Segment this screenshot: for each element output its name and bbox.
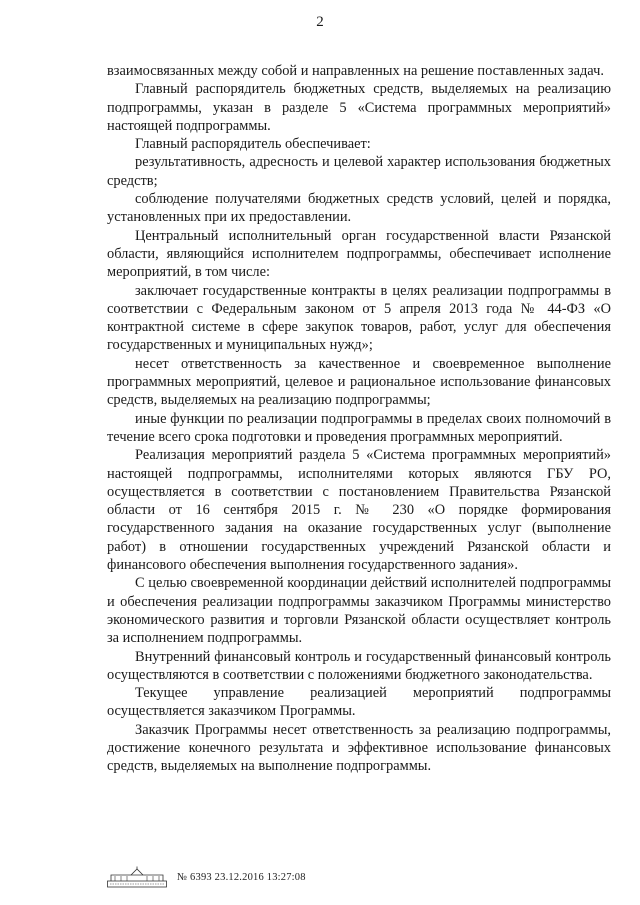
- paragraph: Главный распорядитель обеспечивает:: [135, 136, 371, 153]
- paragraph: Главный распорядитель бюджетных средств, выделяемых на реализацию подпрограммы, указан в разделе 5 «Система программных мероприятий» настоящей подпрограммы.: [107, 81, 611, 134]
- paragraph: С целью своевременной координации действий исполнителей подпрограммы и обеспечения реализации подпрограммы заказчиком Программы министерство экономического развития и торговли Рязанской области осуществляет контроль за исполнением подпрограммы.: [107, 575, 611, 647]
- registration-footer: [107, 866, 306, 888]
- registration-stamp: № 6393 23.12.2016 13:27:08: [177, 871, 306, 883]
- page-number: 2: [316, 14, 324, 30]
- paragraph: Заказчик Программы несет ответственность за реализацию подпрограммы, достижение конечного результата и эффективное использование финансовых средств, выделяемых на выполнение подпрограммы.: [107, 721, 611, 775]
- paragraph: несет ответственность за качественное и своевременное выполнение программных мероприятий, целевое и рациональное использование финансовых средств, выделяемых на реализацию подпрограммы;: [107, 355, 611, 409]
- document-body: [107, 62, 611, 776]
- paragraph: соблюдение получателями бюджетных средств условий, целей и порядка, установленных при их предоставлении.: [107, 191, 611, 226]
- paragraph: Реализация мероприятий раздела 5 «Система программных мероприятий» настоящей подпрограммы, исполнителями которых являются ГБУ РО, осуществляется в соответствии с постановлением Правительства Рязанской области от 16 сентября 2015 г. № 230 «О порядке формирования государственного задания на оказание государственных услуг (выполнение работ) в отношении государственных учреждений Рязанской области и финансового обеспечения выполнения государственного задания».: [107, 447, 611, 574]
- paragraph: Центральный исполнительный орган государственной власти Рязанской области, являющийся исполнителем подпрограммы, обеспечивает исполнение мероприятий, в том числе:: [107, 227, 611, 281]
- paragraph: Внутренний финансовый контроль и государственный финансовый контроль осуществляются в соответствии с положениями бюджетного законодательства.: [107, 648, 611, 683]
- paragraph: результативность, адресность и целевой характер использования бюджетных средств;: [107, 154, 611, 189]
- paragraph: Текущее управление реализацией мероприятий подпрограммы осуществляется заказчиком Программы.: [107, 685, 611, 720]
- building-seal-icon: [107, 866, 167, 888]
- paragraph: заключает государственные контракты в целях реализации подпрограммы в соответствии с Федеральным законом от 5 апреля 2013 года № 44-ФЗ «О контрактной системе в сфере закупок товаров, работ, услуг для обеспечения государственных и муниципальных нужд»;: [107, 282, 611, 354]
- paragraph: иные функции по реализации подпрограммы в пределах своих полномочий в течение всего срока подготовки и проведения программных мероприятий.: [107, 410, 611, 445]
- paragraph: взаимосвязанных между собой и направленных на решение поставленных задач.: [107, 63, 604, 79]
